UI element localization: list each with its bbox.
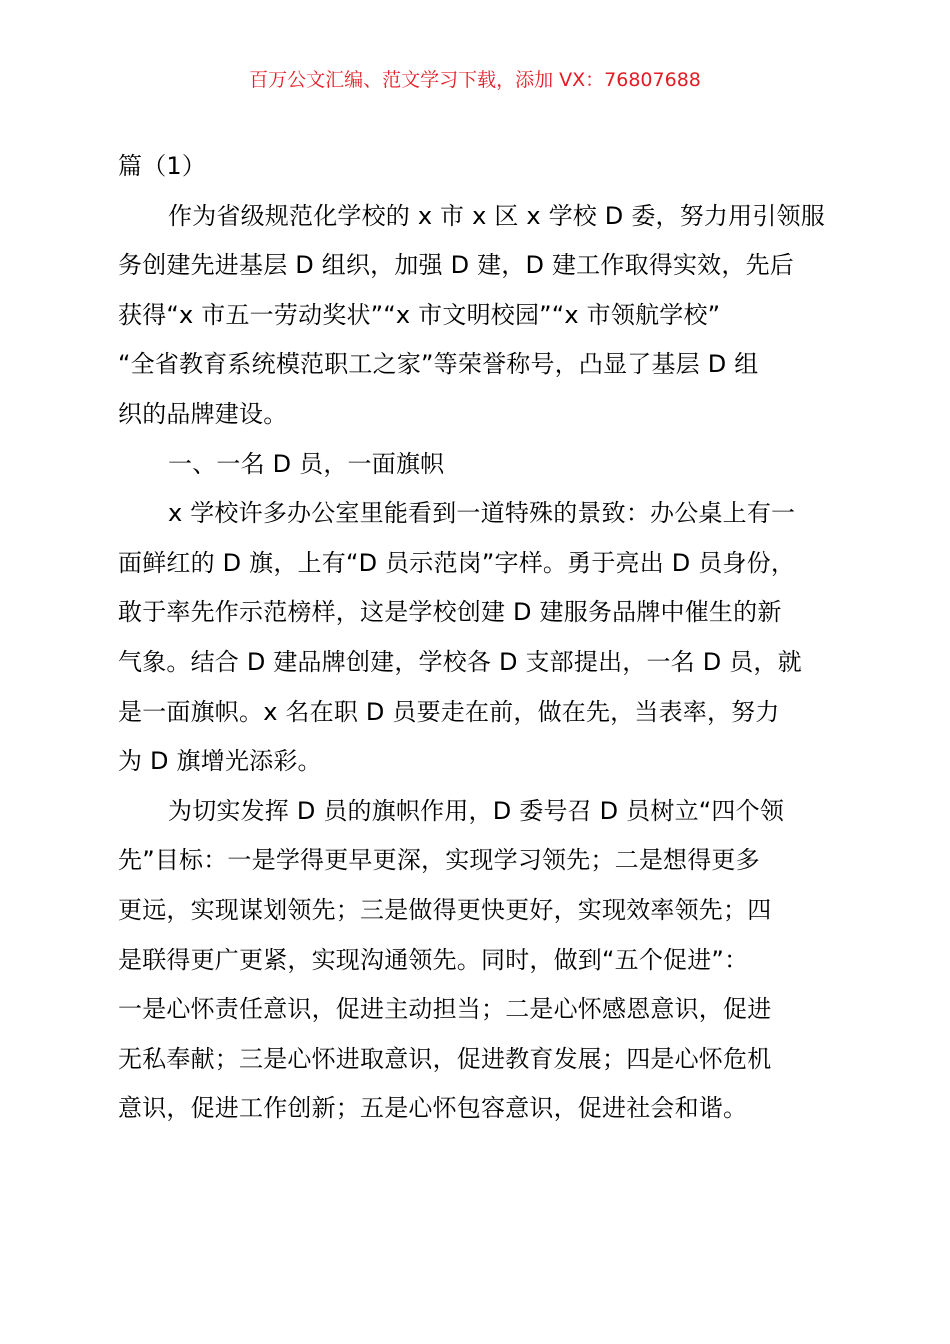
- paragraph-line: 获得“x 市五一劳动奖状”“x 市文明校园”“x 市领航学校”: [118, 300, 721, 329]
- paragraph-line: 作为省级规范化学校的 x 市 x 区 x 学校 D 委，努力用引领服: [168, 201, 825, 230]
- subsection-heading: 一、一名 D 员，一面旗帜: [168, 449, 445, 478]
- header-banner: 百万公文汇编、范文学习下载，添加 VX：76807688: [249, 69, 701, 91]
- paragraph-line: 是联得更广更紧，实现沟通领先。同时，做到“五个促进”：: [118, 945, 749, 974]
- paragraph-line: 一是心怀责任意识，促进主动担当；二是心怀感恩意识，促进: [118, 995, 772, 1024]
- paragraph-line: 敢于率先作示范榜样，这是学校创建 D 建服务品牌中催生的新: [118, 598, 782, 627]
- paragraph-line: 为 D 旗增光添彩。: [118, 747, 322, 776]
- paragraph-line: 面鲜红的 D 旗，上有“D 员示范岗”字样。勇于亮出 D 员身份，: [118, 548, 796, 577]
- paragraph-line: x 学校许多办公室里能看到一道特殊的景致：办公桌上有一: [168, 499, 796, 528]
- paragraph-line: 更远，实现谋划领先；三是做得更快更好，实现效率领先；四: [118, 895, 772, 924]
- paragraph-line: “全省教育系统模范职工之家”等荣誉称号，凸显了基层 D 组: [118, 350, 759, 379]
- paragraph-line: 织的品牌建设。: [118, 399, 288, 428]
- paragraph-line: 意识，促进工作创新；五是心怀包容意识，促进社会和谐。: [118, 1094, 748, 1123]
- section-title: 篇（1）: [118, 152, 207, 180]
- paragraph-line: 先”目标：一是学得更早更深，实现学习领先；二是想得更多: [118, 846, 760, 875]
- paragraph-line: 气象。结合 D 建品牌创建，学校各 D 支部提出，一名 D 员，就: [118, 647, 802, 676]
- paragraph-line: 无私奉献；三是心怀进取意识，促进教育发展；四是心怀危机: [118, 1044, 772, 1073]
- paragraph-line: 为切实发挥 D 员的旗帜作用，D 委号召 D 员树立“四个领: [168, 796, 785, 825]
- document-body: [118, 146, 830, 1138]
- paragraph-line: 是一面旗帜。x 名在职 D 员要走在前，做在先，当表率，努力: [118, 697, 780, 726]
- paragraph-line: 务创建先进基层 D 组织，加强 D 建，D 建工作取得实效，先后: [118, 251, 794, 280]
